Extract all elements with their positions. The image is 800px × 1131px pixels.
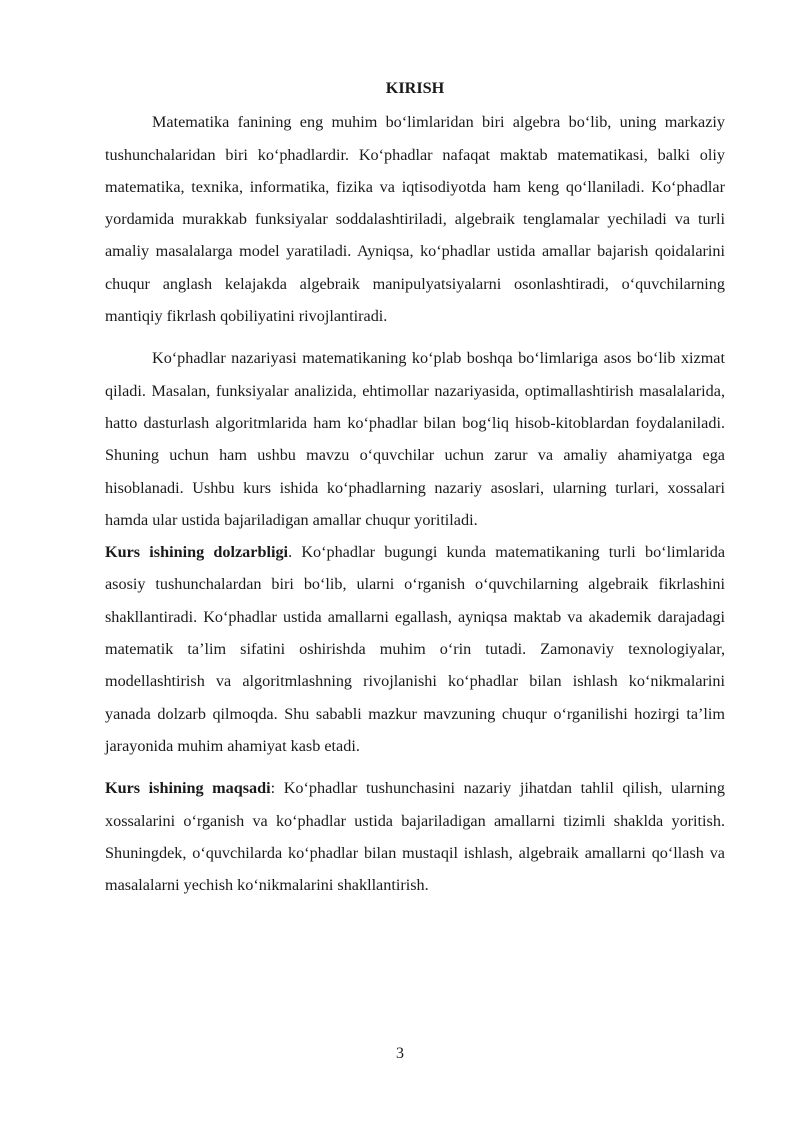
relevance-paragraph: [105, 536, 725, 762]
page-title: KIRISH: [385, 79, 445, 97]
document-body: [105, 72, 725, 901]
theory-paragraph: Ko‘phadlar nazariyasi matematikaning ko‘plab boshqa bo‘limlariga asos bo‘lib xizmat qiladi. Masalan, funksiyalar analizida, ehtimollar nazariyasida, optimallashtirish masalalarida, hatto dasturlash algoritmlarida ham ko‘phadlar bilan bog‘liq hisob-kitoblardan foydalaniladi. Shuning uchun ham ushbu mavzu o‘quvchilar uchun zarur va amaliy ahamiyatga ega hisoblanadi. Ushbu kurs ishida ko‘phadlarning nazariy asoslari, ularning turlari, xossalari hamda ular ustida bajariladigan amallar chuqur yoritiladi.: [105, 349, 725, 529]
goal-text: : Ko‘phadlar tushunchasini nazariy jihatdan tahlil qilish, ularning xossalarini o‘rganish va ko‘phadlar ustida bajariladigan amallarni tizimli shaklda yoritish. Shuningdek, o‘quvchilarda ko‘phadlar bilan mustaqil ishlash, algebraik amallarni qo‘llash va masalalarni yechish ko‘nikmalarini shakllantirish.: [105, 779, 725, 895]
relevance-heading: Kurs ishining dolzarbligi: [105, 543, 289, 562]
goal-paragraph: [105, 772, 725, 901]
intro-paragraph: Matematika fanining eng muhim bo‘limlaridan biri algebra bo‘lib, uning markaziy tushunchalaridan biri ko‘phadlardir. Ko‘phadlar nafaqat maktab matematikasi, balki oliy matematika, texnika, informatika, fizika va iqtisodiyotda ham keng qo‘llaniladi. Ko‘phadlar yordamida murakkab funksiyalar soddalashtiriladi, algebraik tenglamalar yechiladi va turli amaliy masalalarga model yaratiladi. Ayniqsa, ko‘phadlar ustida amallar bajarish qoidalarini chuqur anglash kelajakda algebraik manipulyatsiyalarni osonlashtiradi, o‘quvchilarning mantiqiy fikrlash qobiliyatini rivojlantiradi.: [105, 113, 725, 326]
page-number: 3: [396, 1045, 404, 1062]
relevance-text: . Ko‘phadlar bugungi kunda matematikaning turli bo‘limlarida asosiy tushunchalardan biri bo‘lib, ularni o‘rganish o‘quvchilarning algebraik fikrlashini shakllantiradi. Ko‘phadlar ustida amallarni egallash, ayniqsa maktab va akademik darajadagi matematik ta’lim sifatini oshirishda muhim o‘rin tutadi. Zamonaviy texnologiyalar, modellashtirish va algoritmlashning rivojlanishi ko‘phadlar bilan ishlash ko‘nikmalarini yanada dolzarb qilmoqda. Shu sababli mazkur mavzuning chuqur o‘rganilishi hozirgi ta’lim jarayonida muhim ahamiyat kasb etadi.: [105, 543, 726, 755]
goal-heading: Kurs ishining maqsadi: [105, 779, 271, 798]
